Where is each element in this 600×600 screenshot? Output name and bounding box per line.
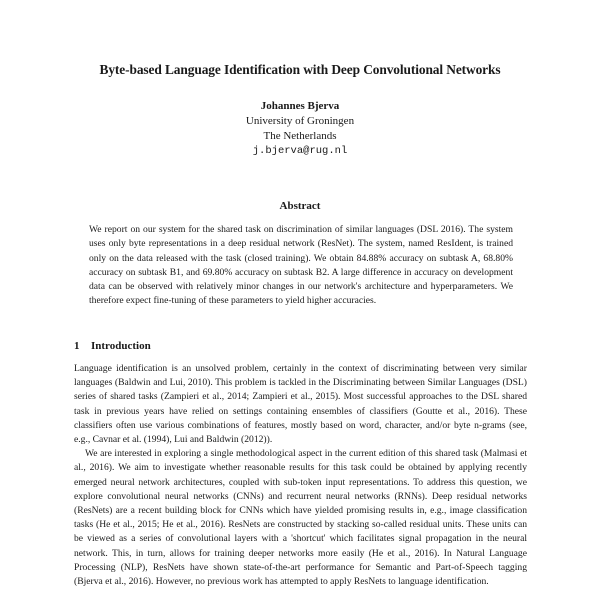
section-body [74, 362, 527, 589]
paragraph-2: We are interested in exploring a single methodological aspect in the current edition of this shared task (Malmasi et al., 2016). We aim to investigate whether reasonable results for this task could be obtained by applying recently emerged neural network architectures, coupled with sub-token input representations. To address this question, we explore convolutional neural networks (CNNs) and recurrent neural networks (RNNs). Deep residual networks (ResNets) are a recent building block for CNNs which have yielded promising results in, e.g., image classification tasks (He et al., 2015; He et al., 2016). ResNets are constructed by stacking so-called residual units. These units can be viewed as a series of convolutional layers with a 'shortcut' which facilitates signal propagation in the neural network. This, in turn, allows for training deeper networks more easily (He et al., 2016). In Natural Language Processing (NLP), ResNets have shown state-of-the-art performance for Semantic and Part-of-Speech tagging (Bjerva et al., 2016). However, no previous work has attempted to apply ResNets to language identification. [74, 448, 527, 588]
abstract-heading: Abstract [279, 200, 321, 212]
section-number: 1 [74, 340, 80, 352]
author-affiliation: University of Groningen [245, 115, 355, 127]
author-email: j.bjerva@rug.nl [252, 145, 348, 157]
author-block [0, 99, 600, 159]
paper-title: Byte-based Language Identification with Deep Convolutional Networks [99, 62, 501, 77]
author-country: The Netherlands [263, 130, 337, 142]
section-heading [74, 340, 151, 352]
author-name: Johannes Bjerva [260, 100, 340, 112]
abstract-text: We report on our system for the shared task on discrimination of similar languages (DSL 2016). The system uses only byte representations in a deep residual network (ResNet). The system, named ResIdent, is trained only on the data released with the task (closed training). We obtain 84.88% accuracy on subtask A, 68.80% accuracy on subtask B1, and 69.80% accuracy on subtask B2. A large difference in accuracy on development data can be observed with relatively minor changes in our network's architecture and hyperparameters. We therefore expect fine-tuning of these parameters to yield higher accuracies. [89, 224, 513, 307]
paragraph-1: Language identification is an unsolved problem, certainly in the context of discriminating between very similar languages (Baldwin and Lui, 2010). This problem is tackled in the Discriminating between Similar Languages (DSL) series of shared tasks (Zampieri et al., 2014; Zampieri et al., 2015). Most successful approaches to the DSL shared task in previous years have relied on settings containing ensembles of classifiers (Goutte et al., 2016). These classifiers often use various combinations of features, mostly based on word, character, and/or byte n-grams (see, e.g., Cavnar et al. (1994), Lui and Baldwin (2012)). [74, 363, 527, 446]
section-title: Introduction [91, 340, 151, 352]
